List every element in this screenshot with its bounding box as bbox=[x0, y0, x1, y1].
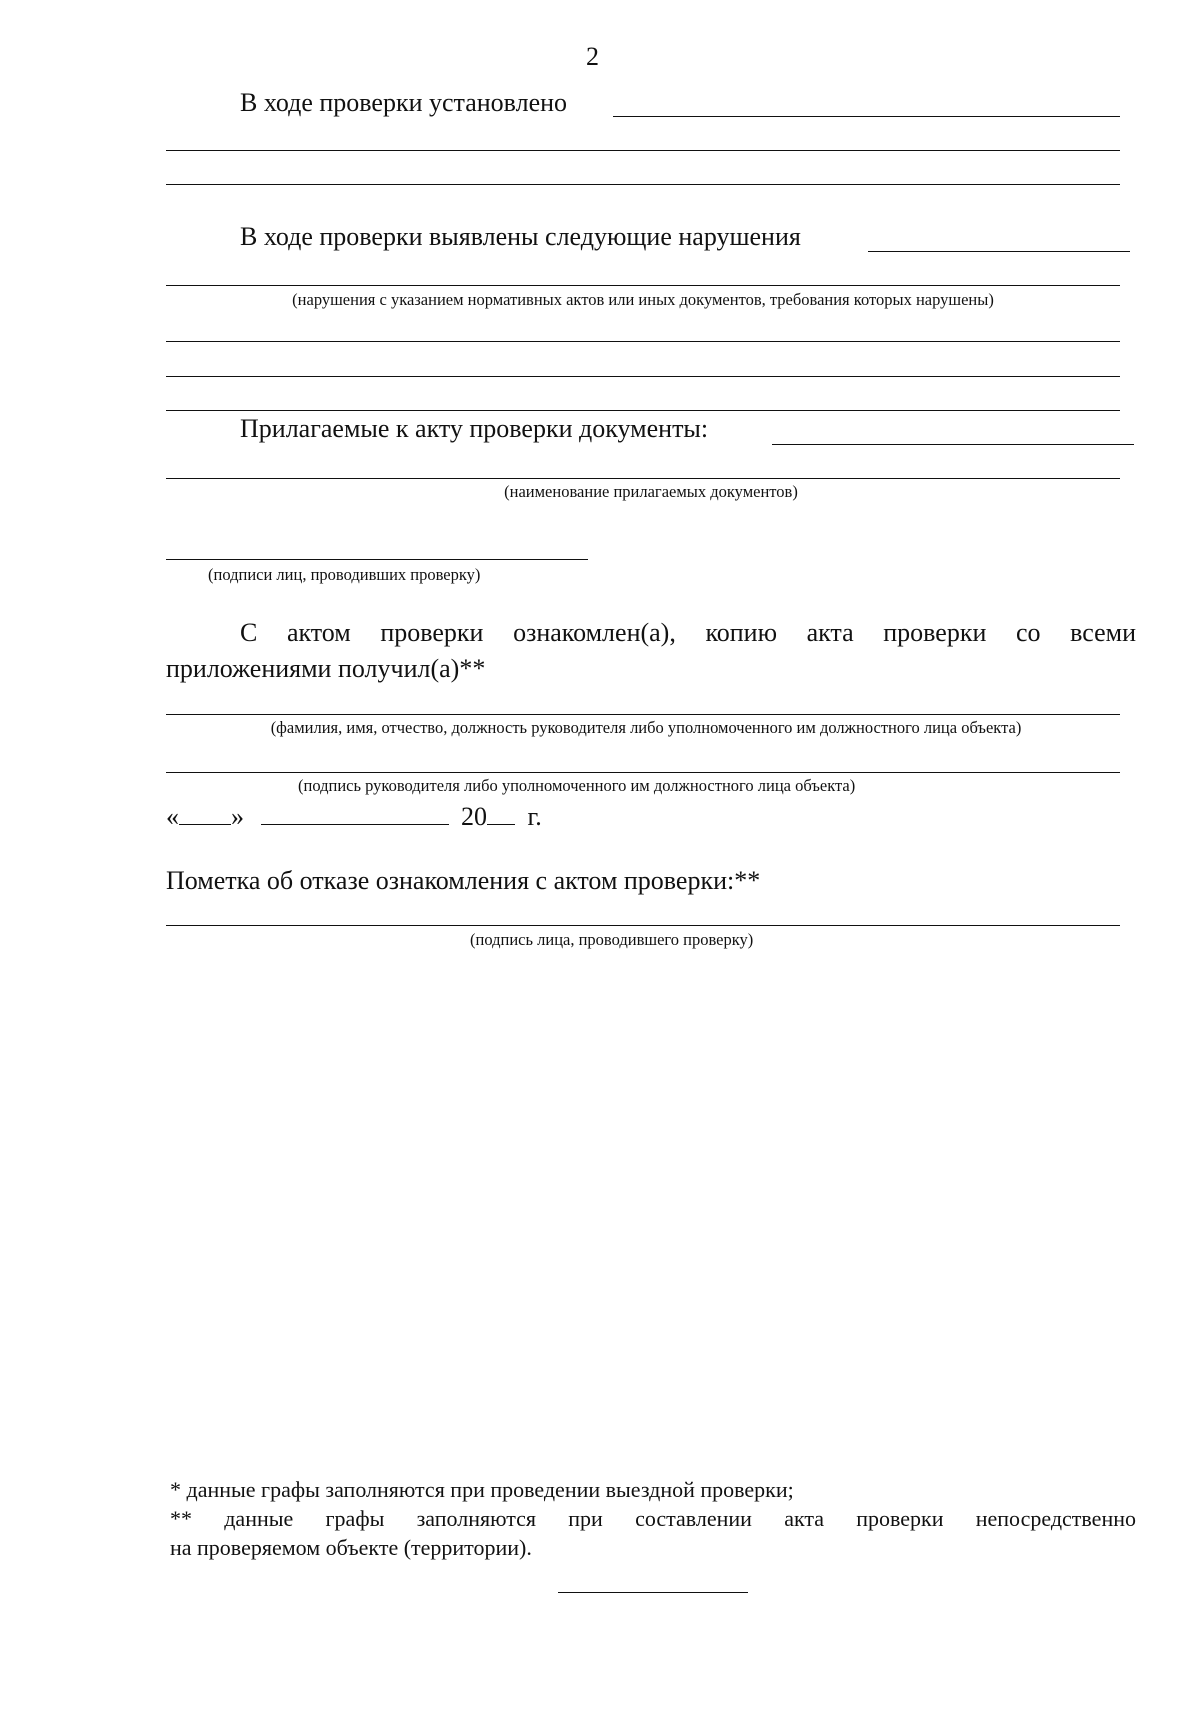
violations-field[interactable] bbox=[868, 251, 1130, 252]
acknowledgement-name-hint: (фамилия, имя, отчество, должность руководителя либо уполномоченного им должностного лица объекта) bbox=[270, 718, 1022, 737]
date-close-quote: » bbox=[231, 802, 244, 831]
inspectors-signature-field[interactable] bbox=[166, 559, 588, 560]
refusal-field[interactable] bbox=[166, 925, 1120, 926]
acknowledgement-signature-hint: (подпись руководителя либо уполномоченного им должностного лица объекта) bbox=[298, 776, 856, 795]
date-year-suffix: г. bbox=[527, 802, 542, 831]
violations-field-line-2[interactable] bbox=[166, 285, 1120, 286]
established-field-line-3[interactable] bbox=[166, 184, 1120, 185]
refusal-hint: (подпись лица, проводившего проверку) bbox=[470, 930, 754, 949]
inspectors-signature-hint: (подписи лиц, проводивших проверку) bbox=[208, 565, 481, 584]
page-number: 2 bbox=[586, 42, 599, 71]
acknowledgement-text-line-2: приложениями получил(а)** bbox=[166, 654, 486, 683]
refusal-label: Пометка об отказе ознакомления с актом проверки:** bbox=[166, 866, 761, 895]
attachments-field[interactable] bbox=[772, 444, 1134, 445]
date-year-prefix: 20 bbox=[461, 802, 487, 831]
violations-label: В ходе проверки выявлены следующие нарушения bbox=[240, 222, 801, 251]
acknowledgement-name-field[interactable] bbox=[166, 714, 1120, 715]
end-separator bbox=[558, 1592, 748, 1593]
violations-field-line-5[interactable] bbox=[166, 410, 1120, 411]
established-field[interactable] bbox=[613, 116, 1120, 117]
acknowledgement-signature-field[interactable] bbox=[166, 772, 1120, 773]
established-label: В ходе проверки установлено bbox=[240, 88, 568, 117]
attachments-hint: (наименование прилагаемых документов) bbox=[504, 482, 798, 501]
attachments-label: Прилагаемые к акту проверки документы: bbox=[240, 414, 709, 443]
established-field-line-2[interactable] bbox=[166, 150, 1120, 151]
date-open-quote: « bbox=[166, 802, 179, 831]
date-month-field[interactable] bbox=[261, 804, 449, 825]
date-year-field[interactable] bbox=[487, 804, 515, 825]
acknowledgement-text-line-1: С актом проверки ознакомлен(а), копию акта проверки со всеми bbox=[240, 618, 1136, 647]
violations-field-line-4[interactable] bbox=[166, 376, 1120, 377]
violations-hint: (нарушения с указанием нормативных актов или иных документов, требования которых нарушены) bbox=[292, 290, 994, 309]
footnote-1: * данные графы заполняются при проведении выездной проверки; bbox=[170, 1477, 794, 1502]
footnote-2-line-1: ** данные графы заполняются при составлении акта проверки непосредственно bbox=[170, 1506, 1136, 1531]
violations-field-line-3[interactable] bbox=[166, 341, 1120, 342]
date-line bbox=[166, 802, 542, 832]
date-day-field[interactable] bbox=[179, 804, 231, 825]
footnote-2-line-2: на проверяемом объекте (территории). bbox=[170, 1535, 532, 1560]
attachments-field-line-2[interactable] bbox=[166, 478, 1120, 479]
